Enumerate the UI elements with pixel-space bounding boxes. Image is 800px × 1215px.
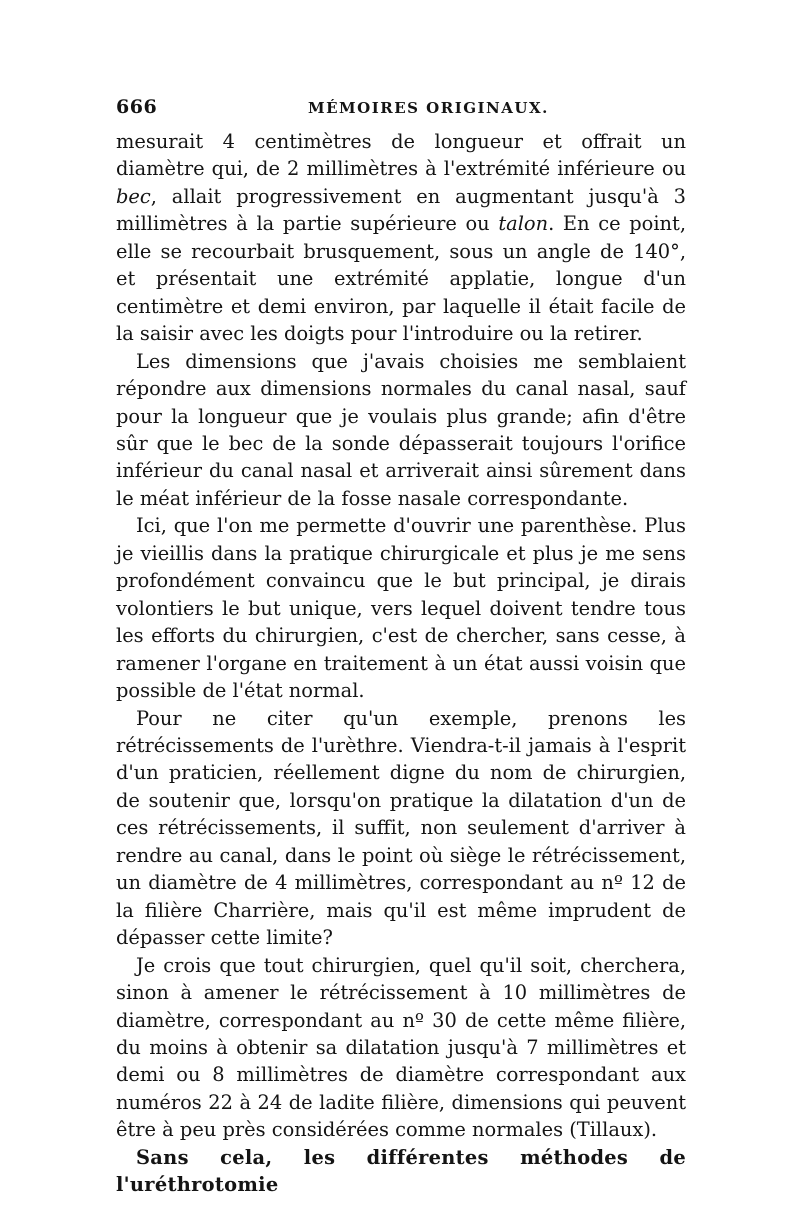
paragraph-2: Les dimensions que j'avais choisies me semblaient répondre aux dimensions normales du canal nasal, sauf pour la longueur que je voulais plus grande; afin d'être sûr que le bec de la sonde dépasserait toujours l'orifice inférieur du canal nasal et arriverait ainsi sûrement dans le méat inférieur de la fosse nasale correspondante. [116, 349, 686, 510]
italic-term-talon: talon [498, 212, 549, 236]
paragraph-4: Pour ne citer qu'un exemple, prenons les rétrécissements de l'urèthre. Viendra-t-il jamais à l'esprit d'un praticien, réellement digne du nom de chirurgien, de soutenir que, lorsqu'on pratique la dilatation d'un de ces rétrécissements, il suffit, non seulement d'arriver à rendre au canal, dans le point où siège le rétrécissement, un diamètre de 4 millimètres, correspondant au nº 12 de la filière Charrière, mais qu'il est même imprudent de dépasser cette limite? [116, 706, 686, 950]
italic-term-bec: bec [116, 184, 151, 208]
paragraph-3: Ici, que l'on me permette d'ouvrir une parenthèse. Plus je vieillis dans la pratique chirurgicale et plus je me sens profondément convaincu que le but principal, je dirais volontiers le but unique, vers lequel doivent tendre tous les efforts du chirurgien, c'est de chercher, sans cesse, à ramener l'organe en traitement à un état aussi voisin que possible de l'état normal. [116, 514, 686, 703]
book-page [116, 96, 686, 1199]
paragraph-5: Je crois que tout chirurgien, quel qu'il soit, cherchera, sinon à amener le rétrécissement à 10 millimètres de diamètre, correspondant au nº 30 de cette même filière, du moins à obtenir sa dilatation jusqu'à 7 millimètres et demi ou 8 millimètres de diamètre correspondant aux numéros 22 à 24 de ladite filière, dimensions qui peuvent être à peu près considérées comme normales (Tillaux). [116, 953, 686, 1142]
body-text [116, 128, 686, 1199]
paragraph-6: Sans cela, les différentes méthodes de l'uréthrotomie [116, 1145, 686, 1197]
paragraph-1-part-1: mesurait 4 centimètres de longueur et offrait un diamètre qui, de 2 millimètres à l'extrémité inférieure ou [116, 130, 686, 181]
paragraph-1-part-3: . En ce point, elle se recourbait brusquement, sous un angle de 140°, et présentait une extrémité applatie, longue d'un centimètre et demi environ, par laquelle il était facile de la saisir avec les doigts pour l'introduire ou la retirer. [116, 212, 686, 346]
paragraph-1-part-2: , allait progressivement en augmentant jusqu'à 3 millimètres à la partie supérieure ou [116, 184, 686, 236]
running-title: MÉMOIRES ORIGINAUX. [308, 99, 549, 117]
page-header [116, 96, 686, 126]
paragraph-1 [116, 128, 686, 348]
page-number: 666 [116, 96, 158, 118]
